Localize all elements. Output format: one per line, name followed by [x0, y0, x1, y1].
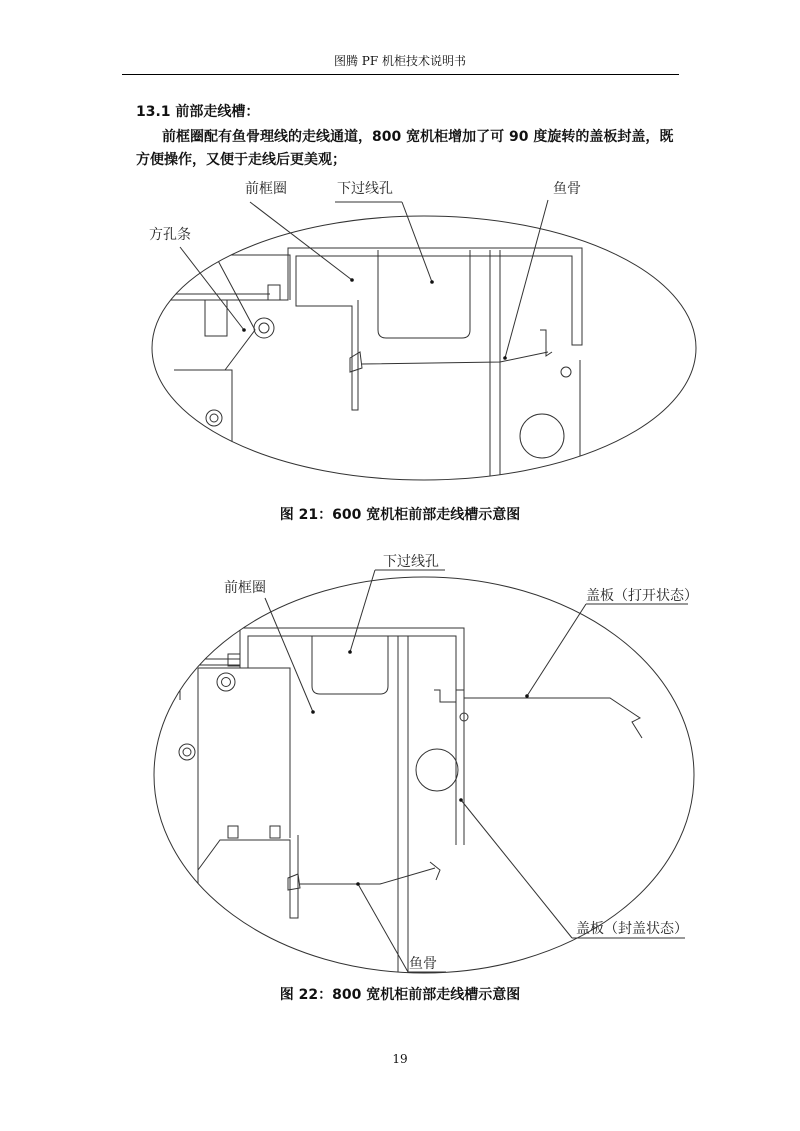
label-lower-hole-22: 下过线孔 [383, 554, 439, 570]
body-paragraph: 前框圈配有鱼骨理线的走线通道，800 宽机柜增加了可 90 度旋转的盖板封盖，既方便操作，又便于走线后更美观； [136, 129, 674, 168]
figure-21-caption: 图 21：600 宽机柜前部走线槽示意图 [279, 507, 521, 523]
label-front-frame-21: 前框圈 [245, 181, 287, 197]
header-title: 图腾 PF 机柜技术说明书 [333, 54, 467, 68]
label-square-strip-21: 方孔条 [149, 227, 191, 243]
figure-22-caption: 图 22：800 宽机柜前部走线槽示意图 [279, 987, 521, 1003]
label-cover-closed-22: 盖板（封盖状态） [576, 921, 688, 937]
label-fishbone-22: 鱼骨 [409, 956, 437, 972]
label-front-frame-22: 前框圈 [224, 580, 266, 596]
label-fishbone-21: 鱼骨 [553, 181, 581, 197]
label-lower-hole-21: 下过线孔 [337, 181, 393, 197]
label-cover-open-22: 盖板（打开状态） [586, 588, 698, 604]
section-heading: 13.1 前部走线槽： [136, 104, 260, 120]
page-number: 19 [392, 1052, 408, 1066]
